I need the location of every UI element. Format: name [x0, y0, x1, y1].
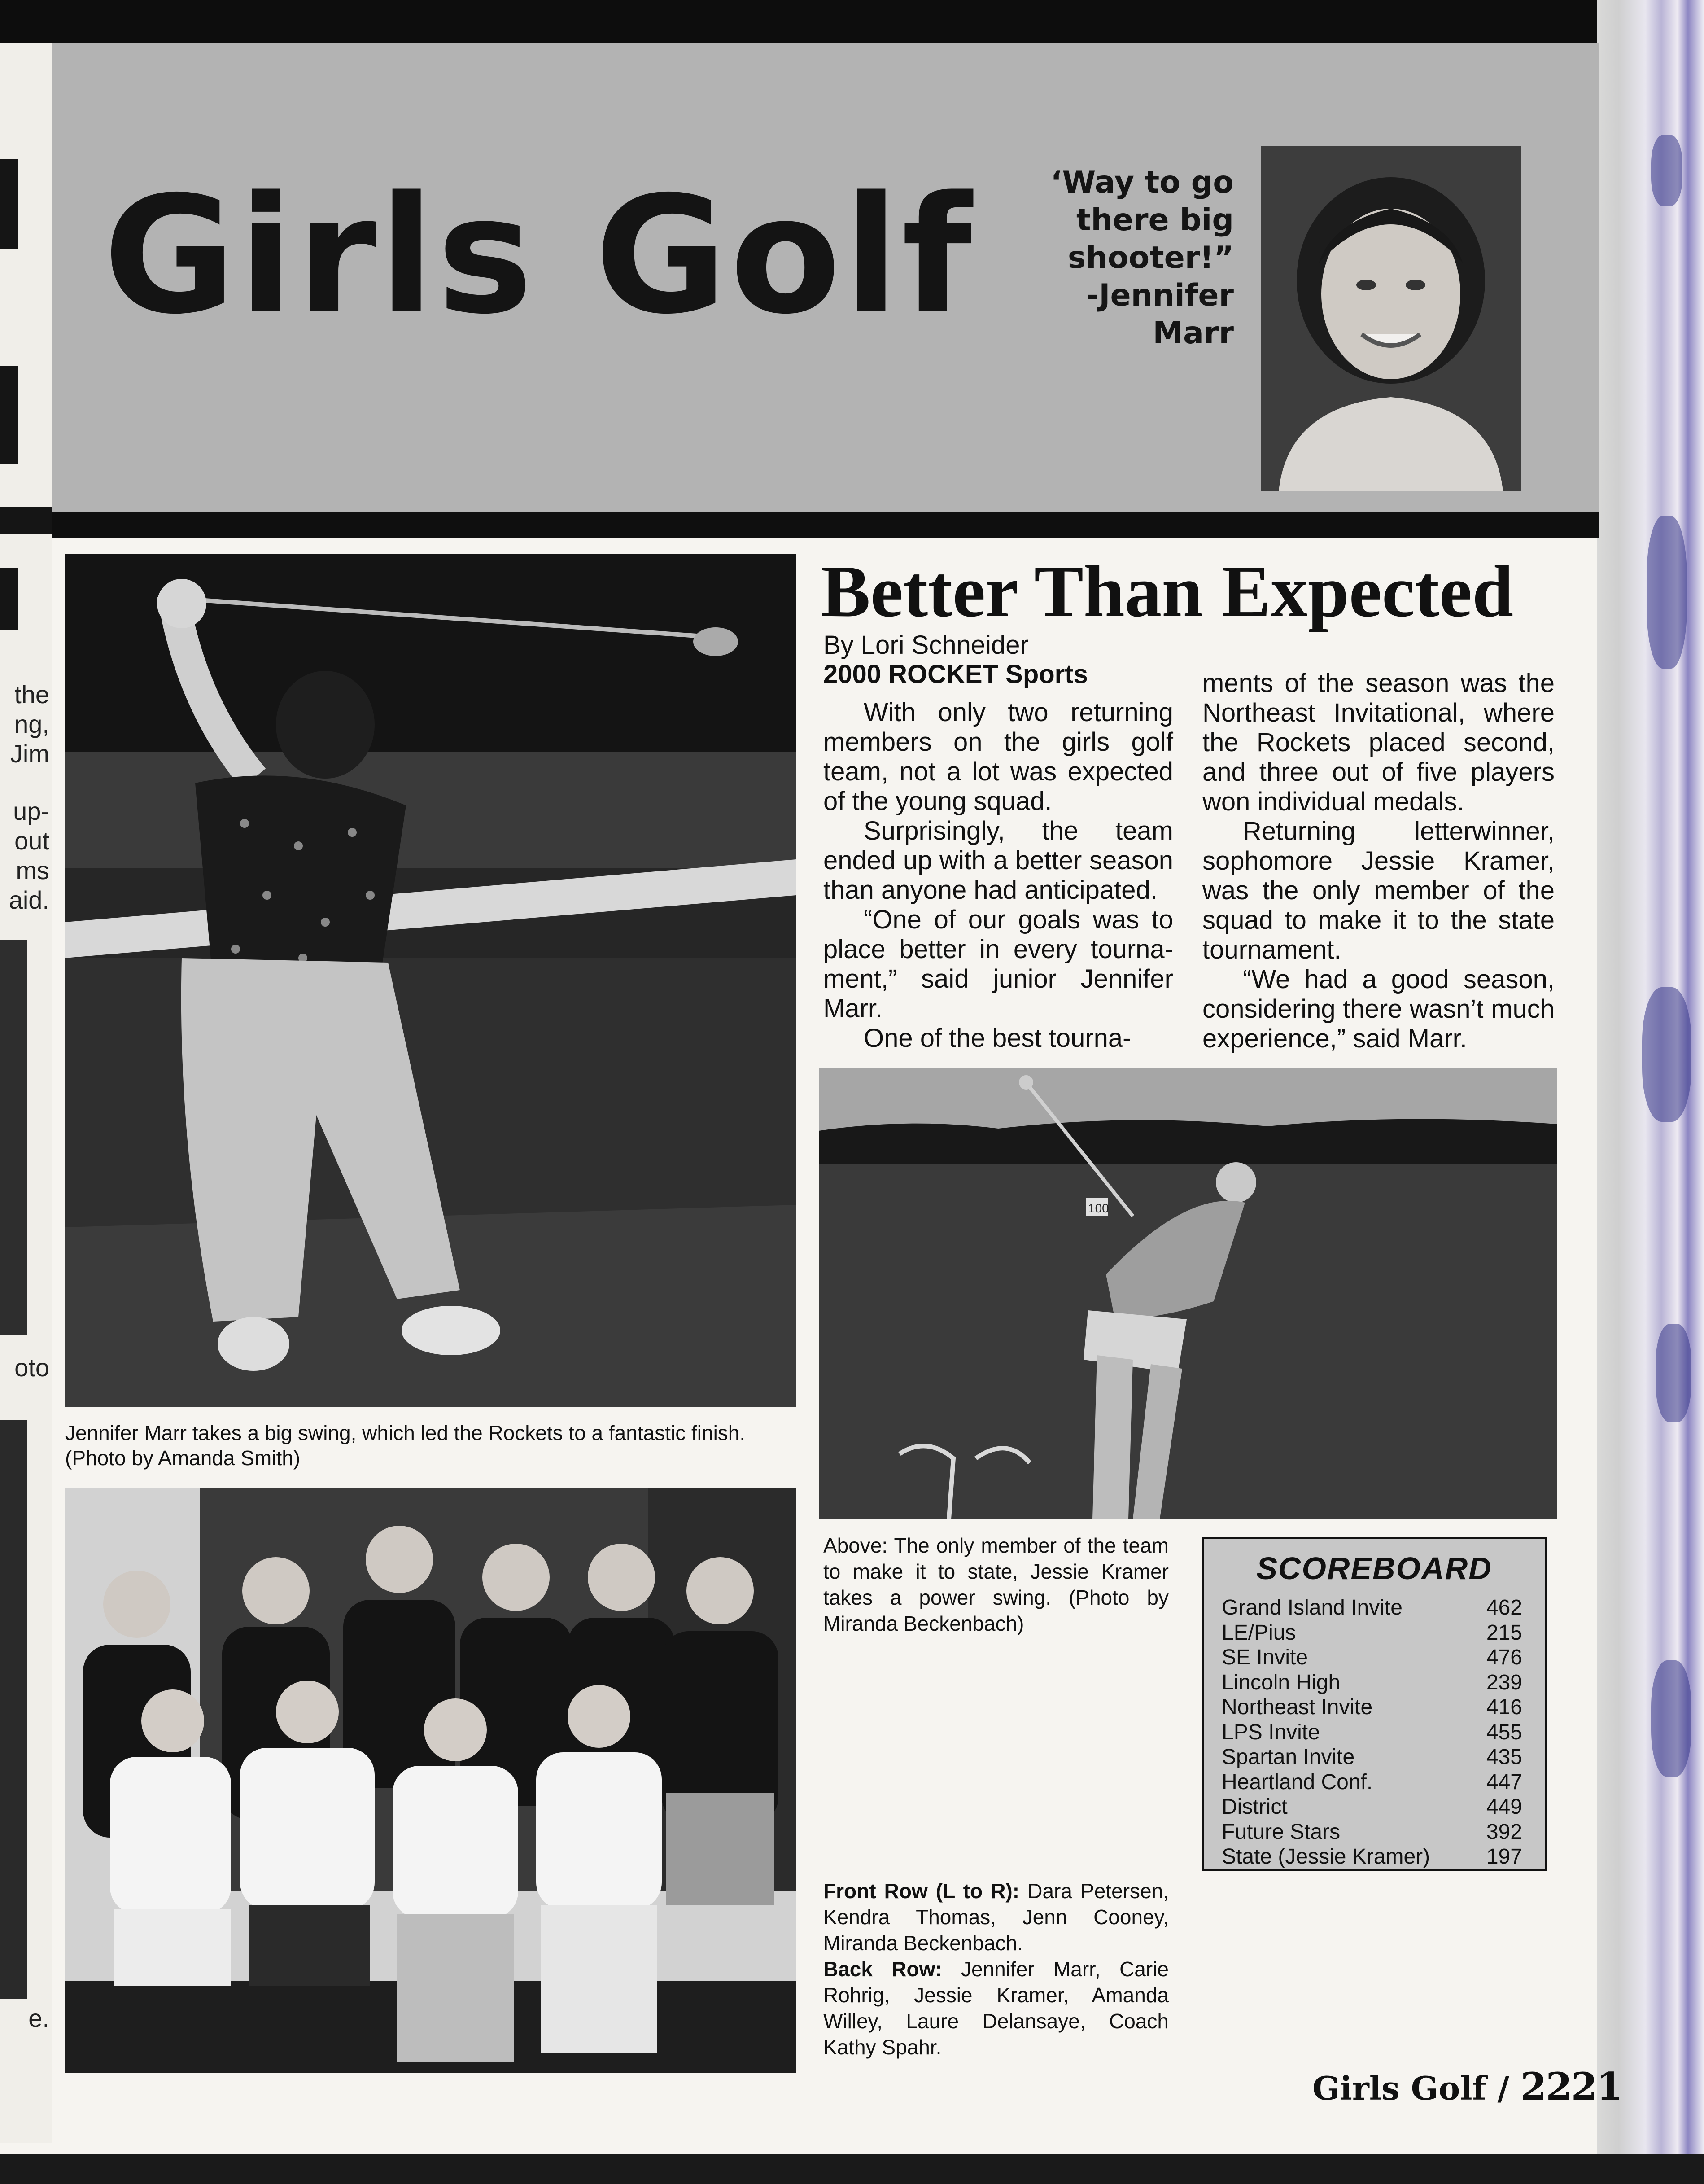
- main-golfer-photo: [65, 554, 796, 1407]
- front-row-names: Dara Petersen, Kendra Thomas, Jenn Cooney, Miranda Beckenbach.: [823, 1879, 1169, 1955]
- publication-credit: 2000 ROCKET Sports: [823, 660, 1088, 689]
- scoreboard-row: [1222, 1695, 1522, 1720]
- event-name: Grand Island Invite: [1222, 1596, 1403, 1619]
- previous-page-spill: [0, 43, 52, 2143]
- edge-blot: [1651, 1660, 1691, 1777]
- event-name: LPS Invite: [1222, 1720, 1320, 1744]
- event-name: LE/Pius: [1222, 1620, 1296, 1645]
- paragraph: One of the best tourna-: [864, 1024, 1132, 1053]
- scoreboard-box: [1202, 1537, 1547, 1871]
- event-score: 215: [1486, 1620, 1522, 1645]
- scoreboard-row: [1222, 1820, 1522, 1845]
- kramer-swing-photo: [819, 1068, 1557, 1519]
- paragraph: “We had a good season, considering there wasn’t much experience,” said Marr.: [1202, 965, 1555, 1053]
- event-name: Future Stars: [1222, 1820, 1341, 1844]
- edge-blot: [1642, 987, 1691, 1122]
- event-score: 197: [1486, 1845, 1522, 1869]
- paragraph: With only two returning members on the girls golf team, not a lot was expected of the young squad.: [823, 698, 1173, 816]
- spill-text: ms: [16, 856, 49, 884]
- scoreboard-row: [1222, 1770, 1522, 1795]
- event-name: Northeast Invite: [1222, 1695, 1373, 1719]
- folio-section: Girls Golf /: [1312, 2069, 1509, 2107]
- scoreboard-row: [1222, 1794, 1522, 1820]
- edge-blot: [1647, 516, 1687, 669]
- scoreboard-row: [1222, 1645, 1522, 1670]
- paragraph: Returning letterwinner, sophomore Jessie Kramer, was the only member of the squad to make it to the state tournament.: [1202, 817, 1555, 964]
- spill-bar: [0, 507, 52, 534]
- scan-bottom-edge: [0, 2154, 1704, 2184]
- scan-right-edge: [1597, 0, 1704, 2184]
- spill-text: the: [14, 680, 49, 709]
- swing-photo-caption: Above: The only member of the team to make it to state, Jessie Kramer takes a power swing. (Photo by Miranda Beckenbach): [823, 1534, 1169, 1635]
- page-number: 2221: [1520, 2064, 1622, 2109]
- scoreboard-row: [1222, 1670, 1522, 1695]
- event-name: Spartan Invite: [1222, 1745, 1355, 1769]
- event-score: 449: [1486, 1795, 1522, 1819]
- event-name: State (Jessie Kramer): [1222, 1845, 1430, 1869]
- event-name: Lincoln High: [1222, 1670, 1341, 1694]
- scoreboard-row: [1222, 1720, 1522, 1745]
- header-divider: [52, 512, 1599, 538]
- page-folio: [1312, 2064, 1622, 2109]
- main-photo-caption: Jennifer Marr takes a big swing, which led the Rockets to a fantastic finish. (Photo by Amanda Smith): [65, 1421, 746, 1470]
- event-name: SE Invite: [1222, 1646, 1308, 1669]
- front-row-caption: [823, 1878, 1169, 1956]
- article-column-2: [1202, 669, 1555, 1054]
- spill-text: aid.: [9, 886, 49, 914]
- spill-text: ng,: [14, 710, 49, 738]
- event-score: 455: [1486, 1720, 1522, 1744]
- scoreboard-rows: [1222, 1595, 1522, 1869]
- article-column-1: [823, 698, 1173, 1053]
- scan-top-edge: [0, 0, 1704, 43]
- page-title: Girls Golf: [103, 162, 975, 350]
- back-row-caption: [823, 1956, 1169, 2060]
- quote-line: there big: [1076, 202, 1234, 238]
- article-headline: Better Than Expected: [821, 550, 1514, 632]
- scoreboard-row: [1222, 1745, 1522, 1770]
- edge-blot: [1656, 1324, 1691, 1422]
- portrait-photo: [1261, 146, 1521, 491]
- team-photo-caption: [823, 1878, 1169, 2060]
- byline: By Lori Schneider: [823, 630, 1029, 660]
- quote-line: Marr: [1153, 315, 1234, 351]
- spill-text: out: [14, 827, 49, 855]
- quote-line: -Jennifer: [1086, 278, 1234, 313]
- event-score: 476: [1486, 1646, 1522, 1669]
- event-name: Heartland Conf.: [1222, 1770, 1373, 1794]
- spill-photo: [0, 1420, 27, 1999]
- scoreboard-row: [1222, 1844, 1522, 1869]
- scoreboard-row: [1222, 1620, 1522, 1646]
- front-row-label: Front Row (L to R):: [823, 1879, 1020, 1903]
- yardage-marker: 100: [1088, 1201, 1109, 1215]
- scoreboard-title: SCOREBOARD: [1256, 1551, 1492, 1586]
- edge-blot: [1651, 135, 1682, 206]
- event-score: 416: [1486, 1695, 1522, 1719]
- event-score: 447: [1486, 1770, 1522, 1794]
- scoreboard-row: [1222, 1595, 1522, 1620]
- team-photo: [65, 1488, 796, 2073]
- back-row-names: Jennifer Marr, Carie Rohrig, Jessie Kramer, Amanda Willey, Laure Delansaye, Coach Kathy Spahr.: [823, 1957, 1169, 2059]
- paragraph: Surprisingly, the team ended up with a better season than anyone had anticipated.: [823, 816, 1173, 905]
- quote-line: ʻWay to go: [1050, 165, 1234, 200]
- spill-photo: [0, 940, 27, 1335]
- event-score: 239: [1486, 1670, 1522, 1694]
- spill-letter-block: [0, 568, 18, 630]
- spill-text: Jim: [10, 740, 49, 768]
- spill-text: e.: [28, 2004, 49, 2032]
- paragraph: ments of the season was the Northeast Invitational, where the Rockets placed second, and three out of five players won individual medals.: [1202, 669, 1555, 816]
- paragraph: “One of our goals was to place better in every tourna-ment,” said junior Jennifer Marr.: [823, 905, 1173, 1023]
- event-score: 462: [1486, 1596, 1522, 1619]
- event-score: 435: [1486, 1745, 1522, 1769]
- spill-text: oto: [14, 1353, 49, 1382]
- spill-text: up-: [13, 797, 49, 825]
- event-name: District: [1222, 1795, 1288, 1819]
- back-row-label: Back Row:: [823, 1957, 942, 1981]
- event-score: 392: [1486, 1820, 1522, 1844]
- header-quote: [1009, 164, 1234, 352]
- spill-letter-block: [0, 366, 18, 464]
- spill-letter-block: [0, 159, 18, 249]
- quote-line: shooter!ˮ: [1067, 240, 1234, 276]
